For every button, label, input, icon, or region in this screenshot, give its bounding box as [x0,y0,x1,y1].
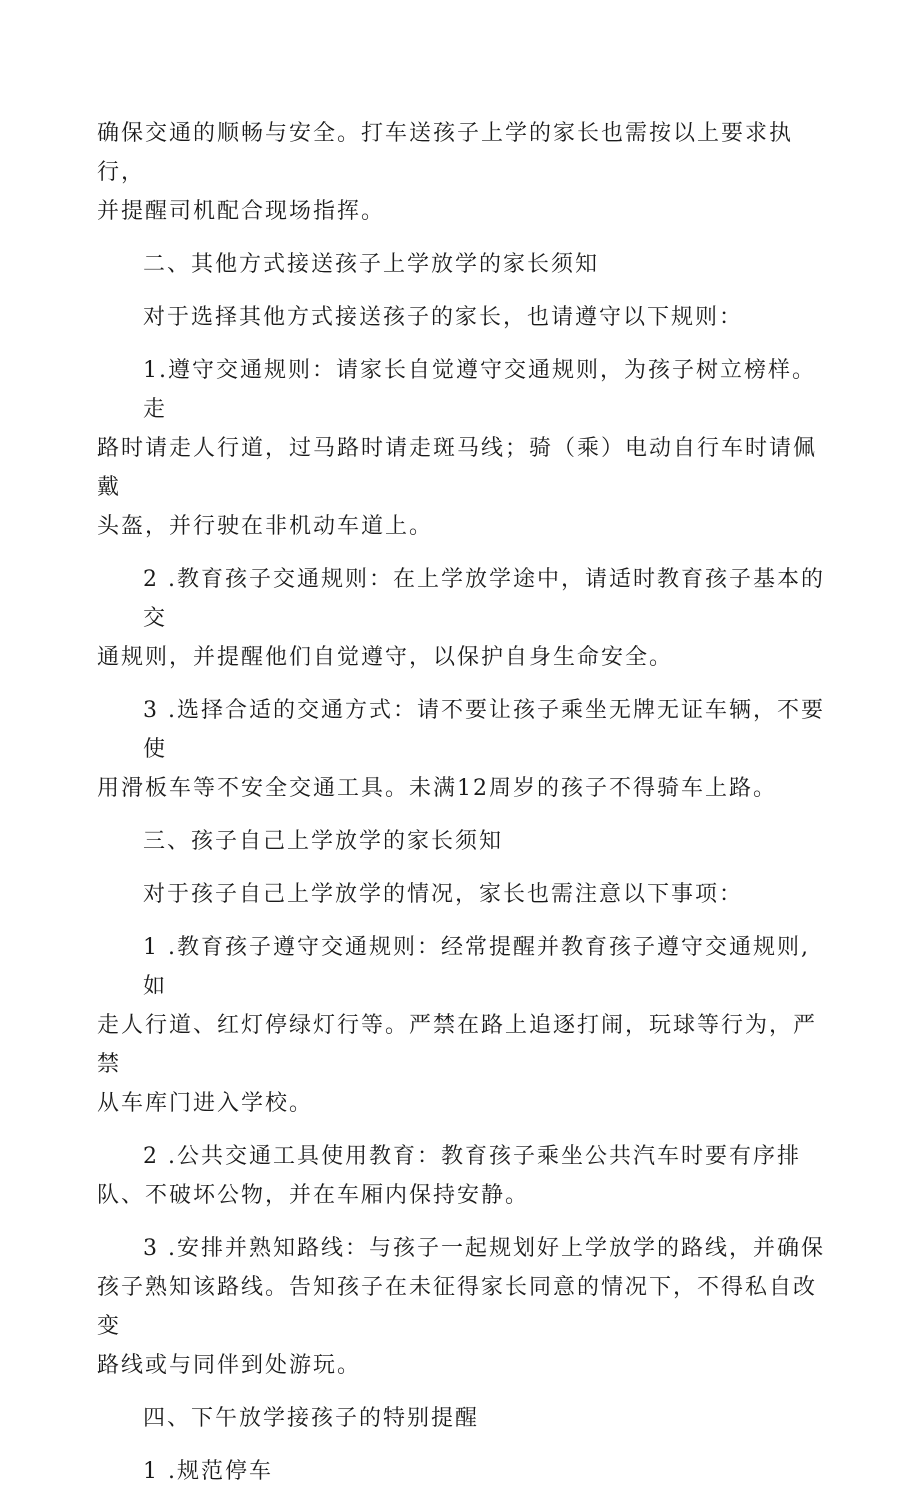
text-line: 路线或与同伴到处游玩。 [97,1353,362,1378]
text-line: 用滑板车等不安全交通工具。未满12周岁的孩子不得骑车上路。 [97,776,777,801]
paragraph [97,351,828,546]
text-line: 队、不破坏公物，并在车厢内保持安静。 [97,1183,530,1208]
text-line: 对于孩子自己上学放学的情况，家长也需注意以下事项： [143,882,744,907]
text-line: 孩子熟知该路线。告知孩子在未征得家长同意的情况下，不得私自改变 [97,1275,818,1339]
paragraph [97,560,828,677]
paragraph [97,114,828,231]
text-line: 四、下午放学接孩子的特别提醒 [143,1406,480,1431]
paragraph [97,1137,828,1215]
text-line: 1 .规范停车 [143,1459,273,1484]
paragraph [97,1399,828,1438]
text-line: 2 .公共交通工具使用教育：教育孩子乘坐公共汽车时要有序排 [143,1144,801,1169]
text-line: 二、其他方式接送孩子上学放学的家长须知 [143,252,600,277]
text-line: 头盔，并行驶在非机动车道上。 [97,514,434,539]
document-body [97,114,828,1491]
text-line: 路时请走人行道，过马路时请走斑马线；骑（乘）电动自行车时请佩戴 [97,436,818,500]
text-line: 走人行道、红灯停绿灯行等。严禁在路上追逐打闹，玩球等行为，严禁 [97,1013,818,1077]
text-line: 通规则，并提醒他们自觉遵守，以保护自身生命安全。 [97,645,674,670]
text-line: 三、孩子自己上学放学的家长须知 [143,829,504,854]
text-line: 2 .教育孩子交通规则：在上学放学途中，请适时教育孩子基本的交 [143,567,825,631]
paragraph [97,298,828,337]
text-line: 对于选择其他方式接送孩子的家长，也请遵守以下规则： [143,305,744,330]
paragraph [97,691,828,808]
text-line: 从车库门进入学校。 [97,1091,314,1116]
paragraph [97,928,828,1123]
paragraph [97,875,828,914]
paragraph [97,245,828,284]
text-line: 3 .安排并熟知路线：与孩子一起规划好上学放学的路线，并确保 [143,1236,825,1261]
paragraph [97,1229,828,1385]
text-line: 并提醒司机配合现场指挥。 [97,199,386,224]
text-line: 3 .选择合适的交通方式：请不要让孩子乘坐无牌无证车辆，不要使 [143,698,825,762]
text-line: 1.遵守交通规则：请家长自觉遵守交通规则，为孩子树立榜样。走 [143,358,816,422]
paragraph [97,822,828,861]
text-line: 确保交通的顺畅与安全。打车送孩子上学的家长也需按以上要求执行， [97,121,794,185]
paragraph [97,1452,828,1491]
text-line: 1 .教育孩子遵守交通规则：经常提醒并教育孩子遵守交通规则,如 [143,935,810,999]
